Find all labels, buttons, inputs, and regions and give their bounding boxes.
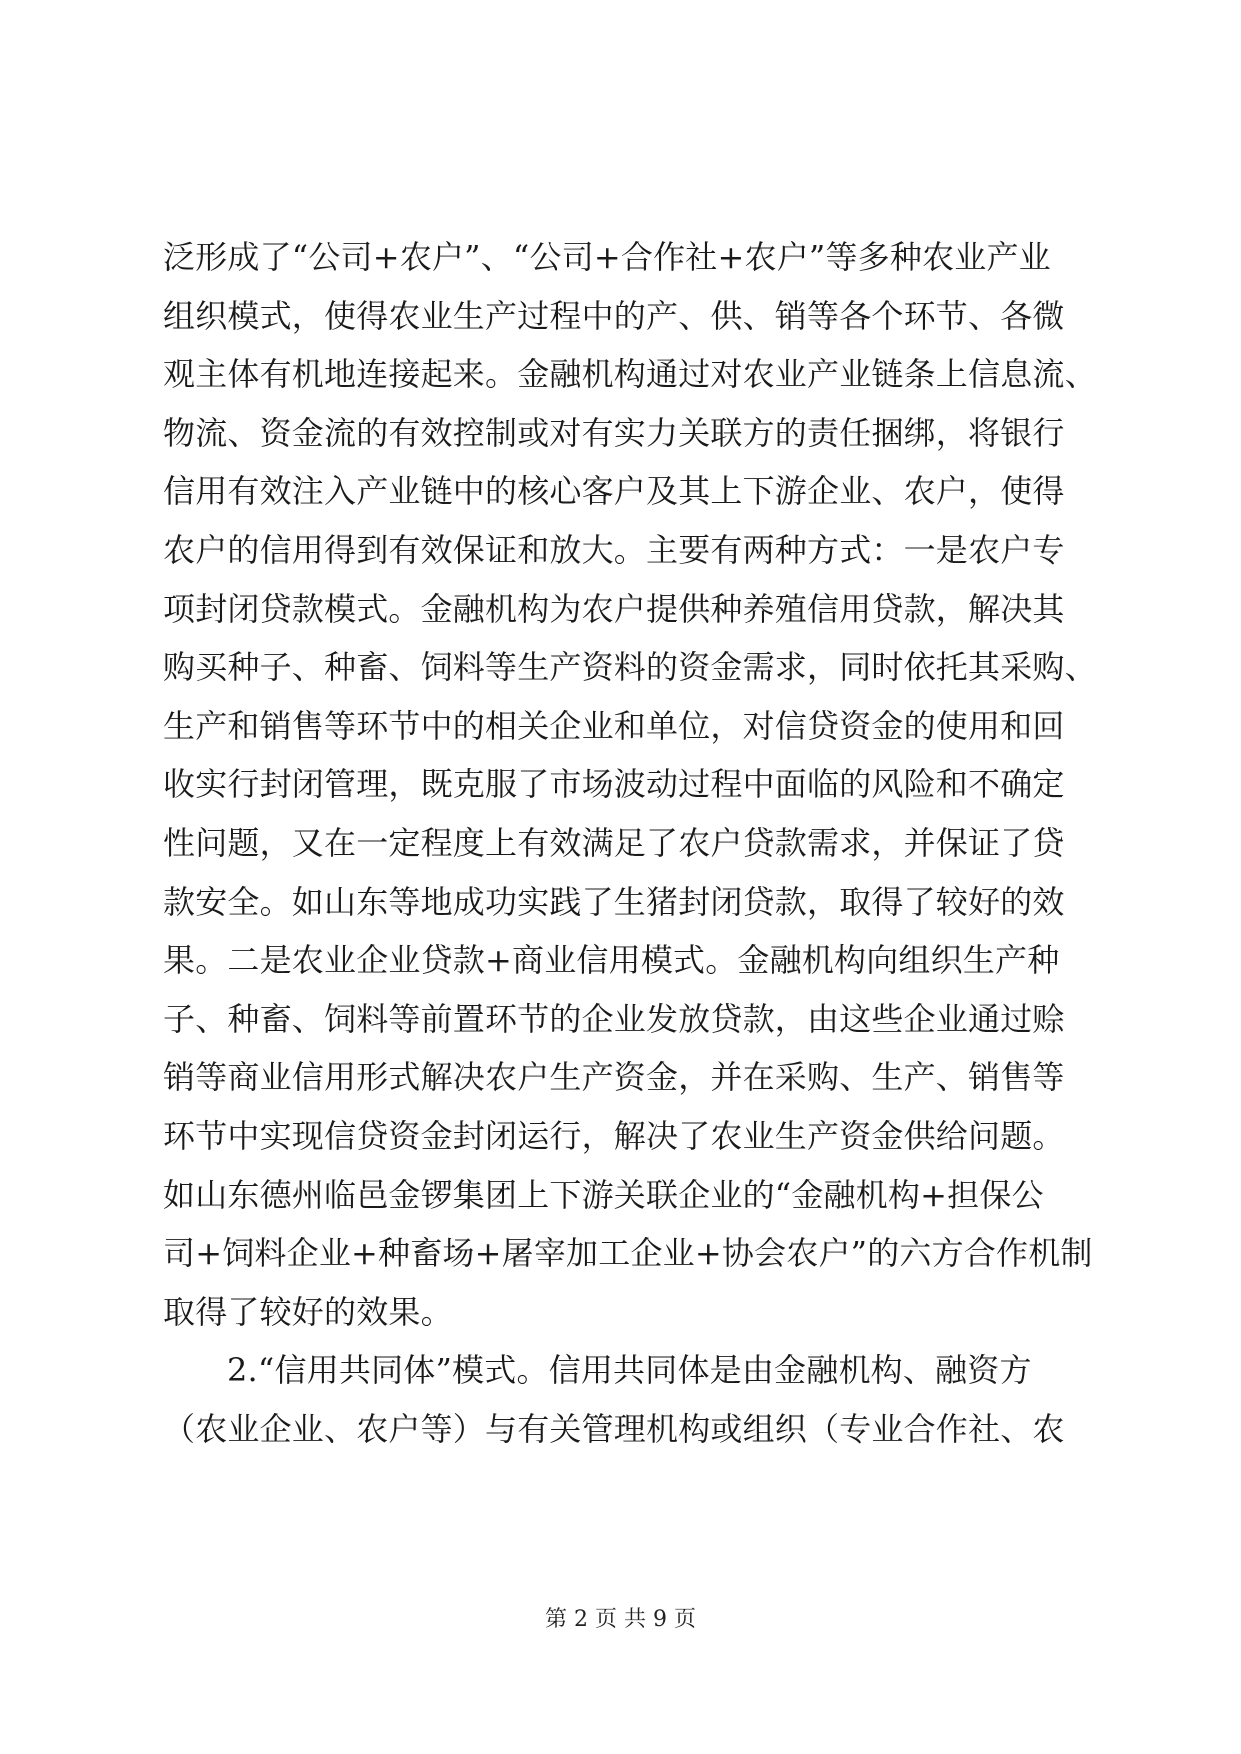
text-line: 款安全。如山东等地成功实践了生猪封闭贷款，取得了较好的效 [163,882,1065,921]
page-footer: 第 2 页 共 9 页 [545,1607,696,1632]
text-line: 泛形成了“公司+农户”、“公司+合作社+农户”等多种农业产业 [163,238,1051,276]
text-line: 如山东德州临邑金锣集团上下游关联企业的“金融机构+担保公 [163,1175,1044,1214]
text-line: 项封闭贷款模式。金融机构为农户提供种养殖信用贷款，解决其 [163,589,1065,628]
text-line: （农业企业、农户等）与有关管理机构或组织（专业合作社、农 [163,1409,1065,1448]
text-line: 环节中实现信贷资金封闭运行，解决了农业生产资金供给问题。 [163,1116,1065,1155]
paragraph-start-line: 2.“信用共同体”模式。信用共同体是由金融机构、融资方 [227,1351,1032,1390]
text-line: 收实行封闭管理，既克服了市场波动过程中面临的风险和不确定 [163,765,1065,804]
text-line: 子、种畜、饲料等前置环节的企业发放贷款，由这些企业通过赊 [163,999,1065,1038]
text-line: 农户的信用得到有效保证和放大。主要有两种方式：一是农户专 [163,530,1065,569]
text-line: 性问题，又在一定程度上有效满足了农户贷款需求，并保证了贷 [163,823,1065,862]
text-line: 购买种子、种畜、饲料等生产资料的资金需求，同时依托其采购、 [163,648,1097,687]
text-line: 司+饲料企业+种畜场+屠宰加工企业+协会农户”的六方合作机制 [163,1234,1093,1273]
text-line: 果。二是农业企业贷款+商业信用模式。金融机构向组织生产种 [163,941,1060,980]
text-line: 物流、资金流的有效控制或对有实力关联方的责任捆绑，将银行 [163,413,1065,452]
text-line: 组织模式，使得农业生产过程中的产、供、销等各个环节、各微 [163,296,1065,335]
text-line: 取得了较好的效果。 [163,1292,453,1331]
text-line: 信用有效注入产业链中的核心客户及其上下游企业、农户，使得 [163,472,1065,511]
text-line: 生产和销售等环节中的相关企业和单位，对信贷资金的使用和回 [163,706,1065,745]
text-line: 观主体有机地连接起来。金融机构通过对农业产业链条上信息流、 [163,355,1097,394]
text-line: 销等商业信用形式解决农户生产资金，并在采购、生产、销售等 [163,1058,1065,1097]
document-body [163,228,1123,1458]
